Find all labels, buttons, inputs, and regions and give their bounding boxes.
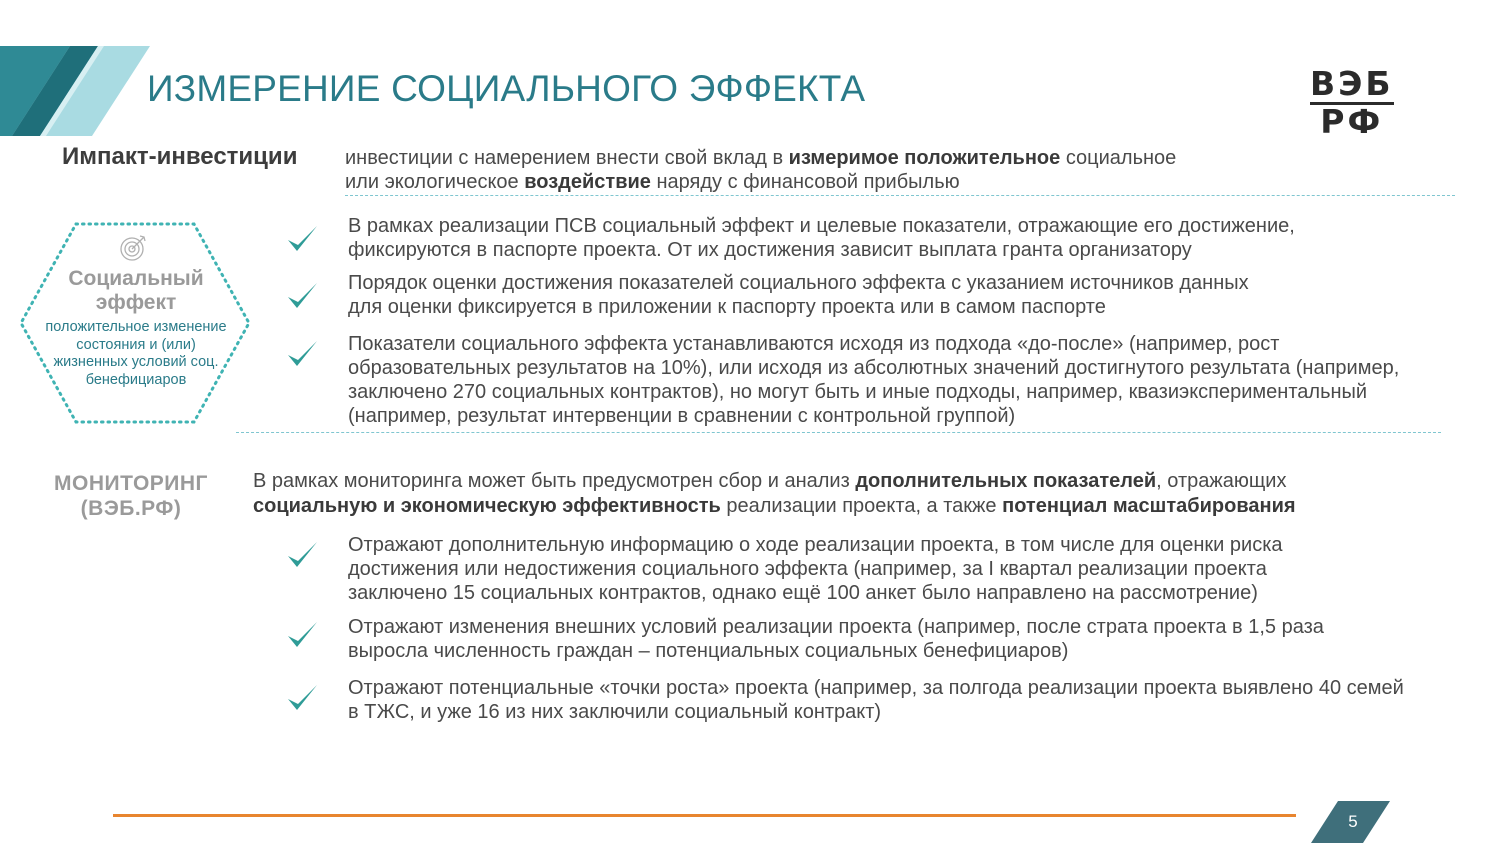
monitoring-item-3: Отражают потенциальные «точки роста» проекта (например, за полгода реализации проекта выявлено 40 семей в ТЖС, и уже 16 из них заключили социальный контракт) bbox=[348, 677, 1404, 723]
definition-line-2: или экологическое воздействие наряду с финансовой прибылью bbox=[345, 171, 960, 193]
target-icon bbox=[118, 233, 148, 263]
definition-text bbox=[345, 146, 1425, 194]
check-icon bbox=[283, 277, 321, 315]
footer-line bbox=[113, 814, 1296, 817]
check-icon bbox=[283, 220, 321, 258]
header-decoration bbox=[0, 46, 150, 136]
social-effect-description: положительное изменение состояния и (или) жизненных условий соц. бенефициаров bbox=[45, 319, 227, 388]
check-icon bbox=[283, 335, 321, 373]
logo-bottom: РФ bbox=[1320, 102, 1384, 141]
monitoring-item-2: Отражают изменения внешних условий реализации проекта (например, после страта проекта в 1,5 раза выросла численность граждан – потенциальных социальных бенефициаров) bbox=[348, 616, 1324, 662]
veb-rf-logo bbox=[1310, 64, 1394, 141]
check-icon bbox=[283, 536, 321, 574]
page-title: ИЗМЕРЕНИЕ СОЦИАЛЬНОГО ЭФФЕКТА bbox=[147, 68, 866, 109]
check-icon bbox=[283, 616, 321, 654]
monitoring-title: МОНИТОРИНГ (ВЭБ.РФ) bbox=[54, 472, 208, 520]
definition-term: Импакт-инвестиции bbox=[62, 143, 298, 170]
monitoring-item-1: Отражают дополнительную информацию о ходе реализации проекта, в том числе для оценки риска достижения или недостижения социального эффекта (например, за I квартал реализации проекта заключено 15 социальных контрактов, однако ещё 100 анкет было направлено на рассмотрение) bbox=[348, 534, 1283, 604]
monitoring-lead: В рамках мониторинга может быть предусмотрен сбор и анализ дополнительных показателей, отражающих социальную и экономическую эффективность реализации проекта, а также потенциал масштабирования bbox=[253, 470, 1296, 517]
divider-top bbox=[345, 195, 1455, 196]
logo-top: ВЭБ bbox=[1310, 64, 1394, 103]
check-icon bbox=[283, 679, 321, 717]
definition-line-1: инвестиции с намерением внести свой вклад в измеримое положительное социальное bbox=[345, 147, 1177, 169]
page-number: 5 bbox=[1348, 812, 1358, 831]
social-effect-item-3: Показатели социального эффекта устанавливаются исходя из подхода «до-после» (например, рост образовательных результатов на 10%), или исходя из абсолютных значений достигнутого результата (например, заключено 270 социальных контрактов), но могут быть и иные подходы, например, квазиэкспериментальный (например, результат интервенции в сравнении с контрольной группой) bbox=[348, 333, 1400, 427]
social-effect-item-1: В рамках реализации ПСВ социальный эффект и целевые показатели, отражающие его достижение, фиксируются в паспорте проекта. От их достижения зависит выплата гранта организатору bbox=[348, 215, 1295, 261]
divider-middle bbox=[236, 432, 1441, 433]
social-effect-item-2: Порядок оценки достижения показателей социального эффекта с указанием источников данных для оценки фиксируется в приложении к паспорту проекта или в самом паспорте bbox=[348, 272, 1249, 318]
social-effect-title: Социальный эффект bbox=[68, 267, 204, 314]
